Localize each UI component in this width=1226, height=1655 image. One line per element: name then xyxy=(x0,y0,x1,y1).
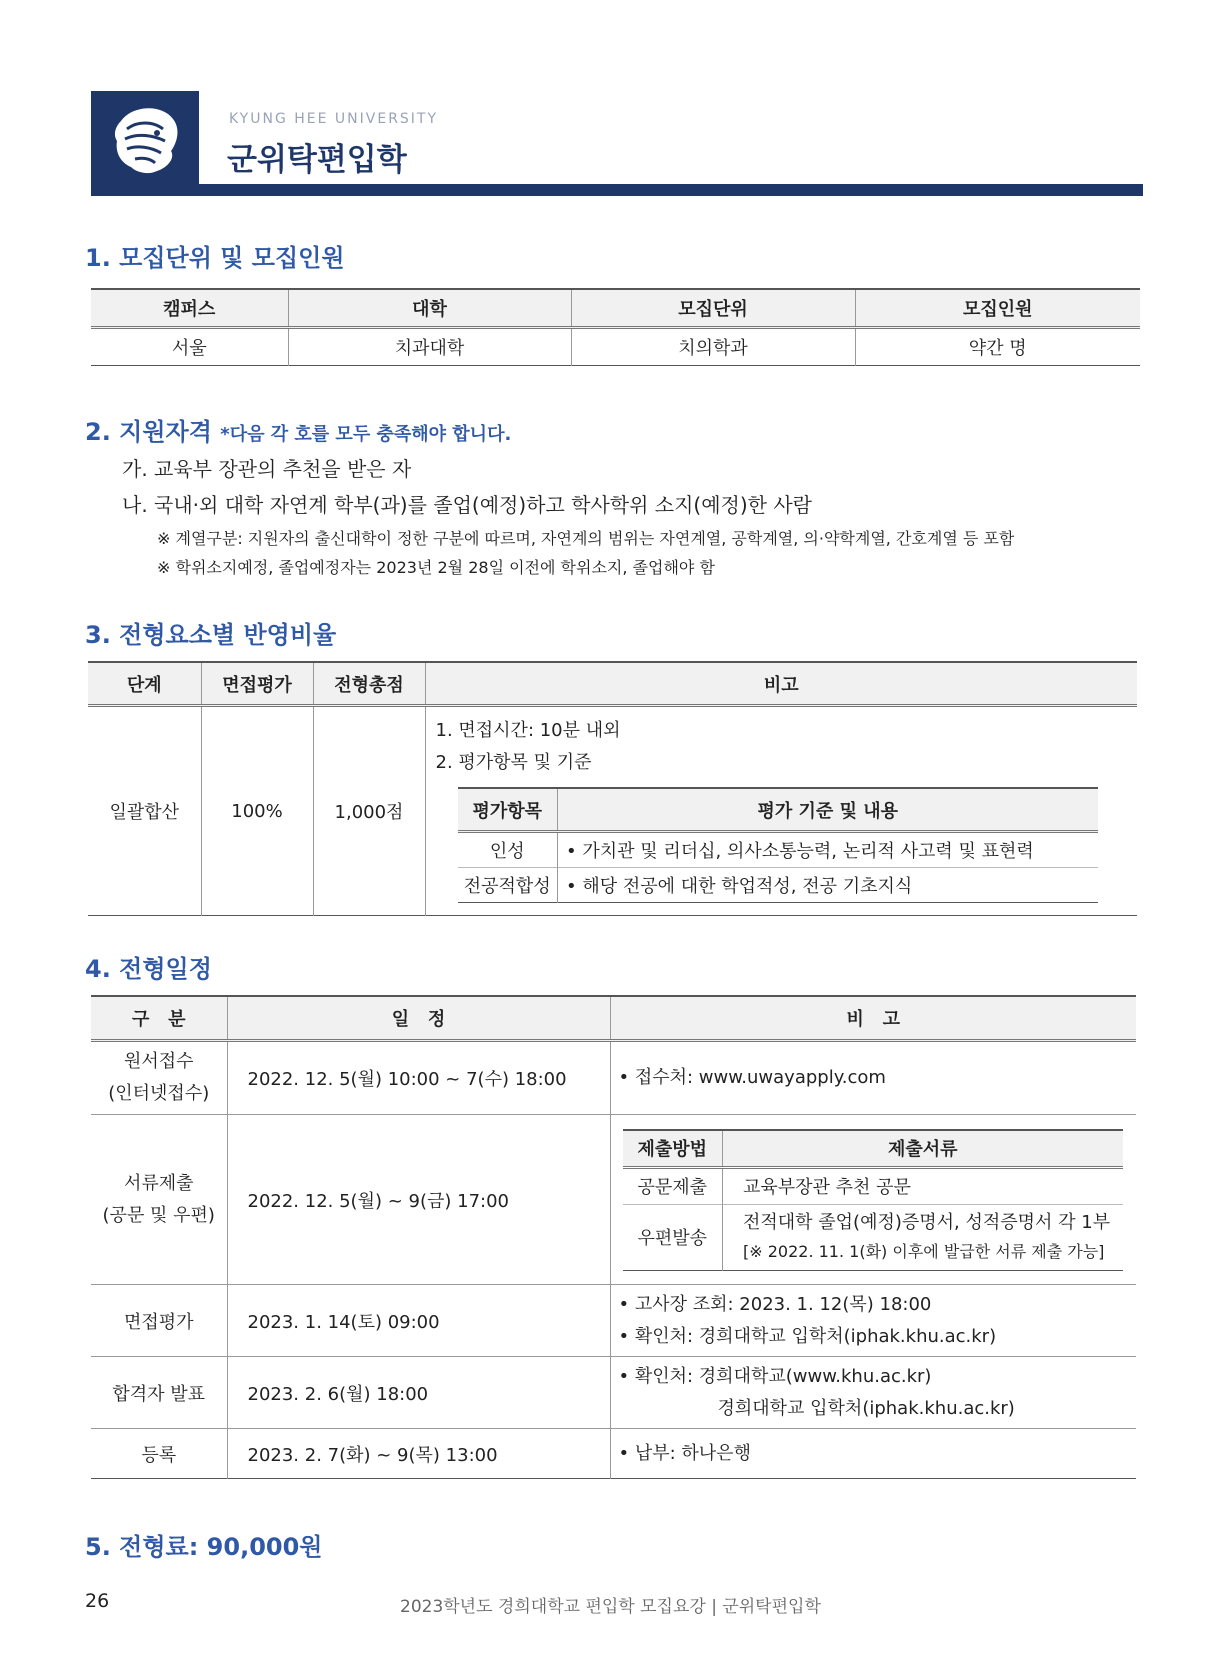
section2-heading: 2. 지원자격 xyxy=(85,418,212,446)
schedule-notes xyxy=(610,1041,1136,1115)
schedule-notes xyxy=(610,1285,1136,1357)
schedule-notes xyxy=(610,1429,1136,1479)
ratio-table xyxy=(88,661,1137,916)
eval-criteria: • 해당 전공에 대한 학업적성, 전공 기초지식 xyxy=(558,868,1098,903)
table-row xyxy=(91,1357,1136,1429)
schedule-date: 2023. 2. 6(월) 18:00 xyxy=(227,1357,610,1429)
label-line: 서류제출 xyxy=(123,1172,194,1194)
col-unit: 모집단위 xyxy=(571,289,855,328)
col-eval-item: 평가항목 xyxy=(458,788,558,832)
eval-table xyxy=(458,787,1098,903)
header-bar xyxy=(91,184,1143,196)
table-row xyxy=(91,1429,1136,1479)
col-total: 전형총점 xyxy=(313,662,425,706)
cell-stage: 일괄합산 xyxy=(109,802,180,823)
lion-emblem-icon xyxy=(91,91,199,191)
doc-item: 교육부장관 추천 공문 xyxy=(723,1167,1123,1204)
note-line: • 고사장 조회: 2023. 1. 12(목) 18:00 xyxy=(618,1293,932,1315)
schedule-notes xyxy=(610,1115,1136,1285)
cell-interview: 100% xyxy=(201,706,313,916)
document-title: 군위탁편입학 xyxy=(227,142,407,178)
cell-college: 치과대학 xyxy=(288,328,571,366)
schedule-label xyxy=(91,1041,227,1115)
schedule-date: 2023. 2. 7(화) ~ 9(목) 13:00 xyxy=(227,1429,610,1479)
col-category: 구 분 xyxy=(91,996,227,1041)
doc-method: 우편발송 xyxy=(623,1204,723,1270)
schedule-notes xyxy=(610,1357,1136,1429)
qualification-note: ※ 학위소지예정, 졸업예정자는 2023년 2월 28일 이전에 학위소지, 졸업해야 함 xyxy=(157,558,715,577)
section5-heading: 5. 전형료: 90,000원 xyxy=(85,1533,323,1561)
label-line: (인터넷접수) xyxy=(108,1083,210,1104)
col-campus: 캠퍼스 xyxy=(91,289,288,328)
table-row xyxy=(458,832,1098,868)
note-line: • 확인처: 경희대학교(www.khu.ac.kr) xyxy=(618,1365,932,1387)
label-line: (공문 및 우편) xyxy=(102,1204,215,1226)
col-docs: 제출서류 xyxy=(723,1130,1123,1168)
note-line: • 확인처: 경희대학교 입학처(iphak.khu.ac.kr) xyxy=(618,1325,997,1347)
schedule-date: 2022. 12. 5(월) ~ 9(금) 17:00 xyxy=(227,1115,610,1285)
cell-campus: 서울 xyxy=(171,338,207,359)
docs-table xyxy=(623,1129,1123,1271)
qualification-item: 가. 교육부 장관의 추천을 받은 자 xyxy=(122,457,412,481)
cell-count: 약간 명 xyxy=(855,328,1140,366)
footer-text: 2023학년도 경희대학교 편입학 모집요강 | 군위탁편입학 xyxy=(400,1597,821,1617)
university-name: KYUNG HEE UNIVERSITY xyxy=(229,111,439,127)
table-row xyxy=(91,1285,1136,1357)
qualification-item: 나. 국내·외 대학 자연계 학부(과)를 졸업(예정)하고 학사학위 소지(예정)한 사람 xyxy=(122,493,812,517)
note-line: • 접수처: www.uwayapply.com xyxy=(618,1067,886,1088)
cell-total: 1,000점 xyxy=(313,706,425,916)
doc-item xyxy=(723,1204,1123,1270)
table-row xyxy=(91,328,1140,366)
schedule-table xyxy=(91,995,1136,1479)
table-row xyxy=(88,706,1137,916)
remark-line: 1. 면접시간: 10분 내외 xyxy=(435,720,621,741)
remark-line: 2. 평가항목 및 기준 xyxy=(435,752,592,773)
schedule-label: 합격자 발표 xyxy=(91,1357,227,1429)
col-eval-criteria: 평가 기준 및 내용 xyxy=(558,788,1098,832)
schedule-label xyxy=(91,1115,227,1285)
doc-method: 공문제출 xyxy=(623,1167,723,1204)
schedule-date: 2023. 1. 14(토) 09:00 xyxy=(227,1285,610,1357)
col-remark: 비고 xyxy=(425,662,1137,706)
col-stage: 단계 xyxy=(88,662,201,706)
col-method: 제출방법 xyxy=(623,1130,723,1168)
cell-unit: 치의학과 xyxy=(571,328,855,366)
doc-subnote: [※ 2022. 11. 1(화) 이후에 발급한 서류 제출 가능] xyxy=(743,1242,1105,1261)
recruit-table xyxy=(91,288,1140,366)
label-line: 원서접수 xyxy=(123,1051,194,1072)
schedule-label: 등록 xyxy=(91,1429,227,1479)
eval-item: 인성 xyxy=(458,832,558,868)
table-row xyxy=(623,1167,1123,1204)
qualification-note: ※ 계열구분: 지원자의 출신대학이 정한 구분에 따르며, 자연계의 범위는 자연계열, 공학계열, 의·약학계열, 간호계열 등 포함 xyxy=(157,529,1015,548)
table-row xyxy=(623,1204,1123,1270)
eval-criteria: • 가치관 및 리더십, 의사소통능력, 논리적 사고력 및 표현력 xyxy=(558,832,1098,868)
logo-box xyxy=(91,91,199,191)
col-college: 대학 xyxy=(288,289,571,328)
schedule-label: 면접평가 xyxy=(91,1285,227,1357)
section4-heading: 4. 전형일정 xyxy=(85,955,212,983)
section3-heading: 3. 전형요소별 반영비율 xyxy=(85,621,337,649)
col-count: 모집인원 xyxy=(855,289,1140,328)
table-row xyxy=(91,1041,1136,1115)
table-row xyxy=(91,1115,1136,1285)
cell-remark xyxy=(425,706,1137,916)
col-interview: 면접평가 xyxy=(201,662,313,706)
col-notes: 비 고 xyxy=(610,996,1136,1041)
table-row xyxy=(458,868,1098,903)
col-date: 일 정 xyxy=(227,996,610,1041)
page-number: 26 xyxy=(85,1590,110,1612)
section2-heading-block xyxy=(85,412,511,447)
schedule-date: 2022. 12. 5(월) 10:00 ~ 7(수) 18:00 xyxy=(227,1041,610,1115)
eval-item: 전공적합성 xyxy=(458,868,558,903)
doc-line: 전적대학 졸업(예정)증명서, 성적증명서 각 1부 xyxy=(743,1212,1111,1233)
section1-heading: 1. 모집단위 및 모집인원 xyxy=(85,244,345,272)
note-line: • 납부: 하나은행 xyxy=(618,1442,751,1464)
section2-note: *다음 각 호를 모두 충족해야 합니다. xyxy=(220,424,512,445)
note-line: 경희대학교 입학처(iphak.khu.ac.kr) xyxy=(717,1397,1015,1419)
